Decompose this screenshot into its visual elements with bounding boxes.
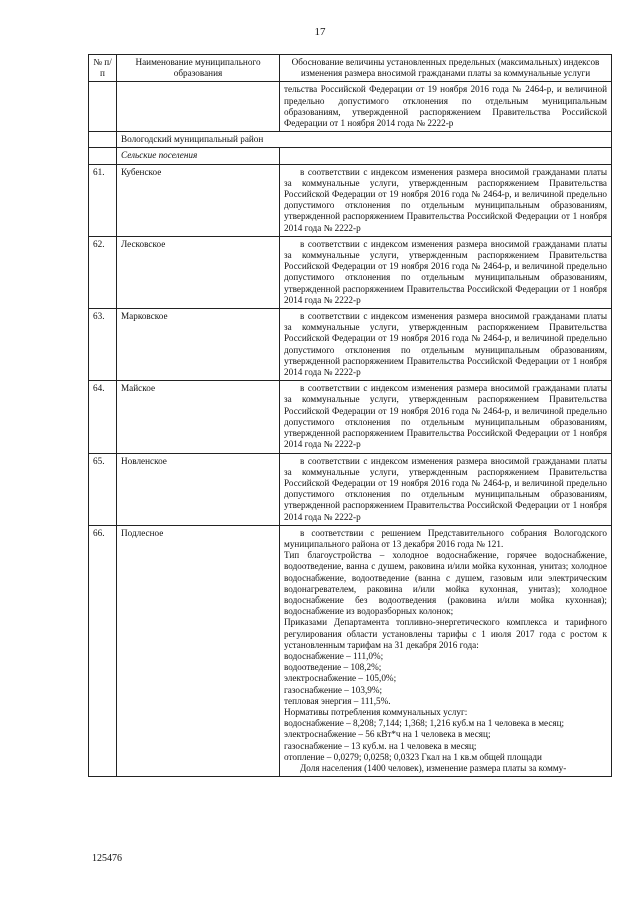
row-text: в соответствии с индексом изменения размера вносимой гражданами платы за коммунальные услуги, утвержденным распоряжением Правительства Российской Федерации от 19 ноября 2016 года № 2464-р, и величиной предельно допустимого отклонения по отдельным муниципальным образованиям, утвержденной распоряжением Правительства Российской Федерации от 1 ноября 2014 года № 2222-р (284, 238, 607, 305)
tariff-item: водоснабжение – 111,0%; (284, 650, 384, 661)
row-text: в соответствии с индексом изменения размера вносимой гражданами платы за коммунальные услуги, утвержденным распоряжением Правительства Российской Федерации от 19 ноября 2016 года № 2464-р, и величиной предельно допустимого отклонения по отдельным муниципальным образованиям, утвержденной распоряжением Правительства Российской Федерации от 1 ноября 2014 года № 2222-р (284, 383, 607, 450)
row-name: Подлесное (117, 525, 280, 776)
table-header-row (89, 55, 612, 82)
row-name: Новленское (117, 453, 280, 525)
table-row (89, 381, 612, 453)
row-text: в соответствии с индексом изменения размера вносимой гражданами платы за коммунальные услуги, утвержденным распоряжением Правительства Российской Федерации от 19 ноября 2016 года № 2464-р, и величиной предельно допустимого отклонения по отдельным муниципальным образованиям, утвержденной распоряжением Правительства Российской Федерации от 1 ноября 2014 года № 2222-р (284, 166, 607, 233)
district-row (89, 132, 612, 148)
table-row (89, 236, 612, 308)
population-text: Доля населения (1400 человек), изменение размера платы за комму- (300, 762, 567, 773)
norms-title: Нормативы потребления коммунальных услуг: (284, 706, 468, 717)
row-text (280, 525, 612, 776)
settlements-row (89, 148, 612, 164)
row-num: 62. (89, 236, 117, 308)
district-title: Вологодский муниципальный район (117, 132, 612, 148)
page-number: 17 (314, 26, 326, 38)
tariffs-intro: Приказами Департамента топливно-энергетического комплекса и тарифного регулирования области установлены тарифы с 1 июля 2017 года с ростом к установленным тарифам на 31 декабря 2016 года: (284, 617, 607, 650)
header-name: Наименование муниципального образования (117, 55, 280, 82)
table-row (89, 525, 612, 776)
settlements-label: Сельские поселения (117, 148, 280, 164)
row-name: Майское (117, 381, 280, 453)
row-name: Лесковское (117, 236, 280, 308)
norm-item: газоснабжение – 13 куб.м. на 1 человека в месяц; (284, 740, 477, 751)
improvement-text: Тип благоустройства – холодное водоснабжение, горячее водоснабжение, водоотведение, ванна с душем, раковина и/или мойка кухонная, унитаз; холодное водоснабжение, водоотведение (ванна с душем, газовым или электрическим водонагревателем, раковина и/или мойка кухонная, унитаз); холодное водоснабжение без водоотведения (раковина и/или мойка кухонная); водоснабжение из водоразборных колонок; (284, 550, 607, 617)
tariff-table (88, 54, 612, 777)
footer-code: 125476 (92, 853, 122, 864)
header-basis: Обоснование величины установленных предельных (максимальных) индексов изменения размера вносимой гражданами платы за коммунальные услуги (280, 55, 612, 82)
row-text: в соответствии с индексом изменения размера вносимой гражданами платы за коммунальные услуги, утвержденным распоряжением Правительства Российской Федерации от 19 ноября 2016 года № 2464-р, и величиной предельно допустимого отклонения по отдельным муниципальным образованиям, утвержденной распоряжением Правительства Российской Федерации от 1 ноября 2014 года № 2222-р (284, 455, 607, 522)
tariff-item: водоотведение – 108,2%; (284, 662, 382, 673)
norm-item: электроснабжение – 56 кВт*ч на 1 человека в месяц; (284, 729, 491, 740)
table-row (89, 82, 612, 132)
row-name: Марковское (117, 309, 280, 381)
intro-text: в соответствии с решением Представительного собрания Вологодского муниципального района от 13 декабря 2016 года № 121. (284, 527, 607, 549)
row-num: 63. (89, 309, 117, 381)
table-row (89, 164, 612, 236)
table-row (89, 309, 612, 381)
tariff-item: газоснабжение – 103,9%; (284, 684, 383, 695)
continuation-text: тельства Российской Федерации от 19 ноября 2016 года № 2464-р, и величиной предельно допустимого отклонения по отдельным муниципальным образованиям, утвержденной распоряжением Правительства Российской Федерации от 1 ноября 2014 года № 2222-р (280, 82, 612, 132)
norm-item: водоснабжение – 8,208; 7,144; 1,368; 1,216 куб.м на 1 человека в месяц; (284, 718, 565, 729)
tariff-item: тепловая энергия – 111,5%. (284, 695, 391, 706)
row-name: Кубенское (117, 164, 280, 236)
norm-item: отопление – 0,0279; 0,0258; 0,0323 Гкал на 1 кв.м общей площади (284, 751, 542, 762)
row-num: 65. (89, 453, 117, 525)
row-num: 64. (89, 381, 117, 453)
row-num: 61. (89, 164, 117, 236)
row-num: 66. (89, 525, 117, 776)
tariff-item: электроснабжение – 105,0%; (284, 673, 397, 684)
row-text: в соответствии с индексом изменения размера вносимой гражданами платы за коммунальные услуги, утвержденным распоряжением Правительства Российской Федерации от 19 ноября 2016 года № 2464-р, и величиной предельно допустимого отклонения по отдельным муниципальным образованиям, утвержденной распоряжением Правительства Российской Федерации от 1 ноября 2014 года № 2222-р (284, 311, 607, 378)
header-num: № п/п (89, 55, 117, 82)
table-row (89, 453, 612, 525)
